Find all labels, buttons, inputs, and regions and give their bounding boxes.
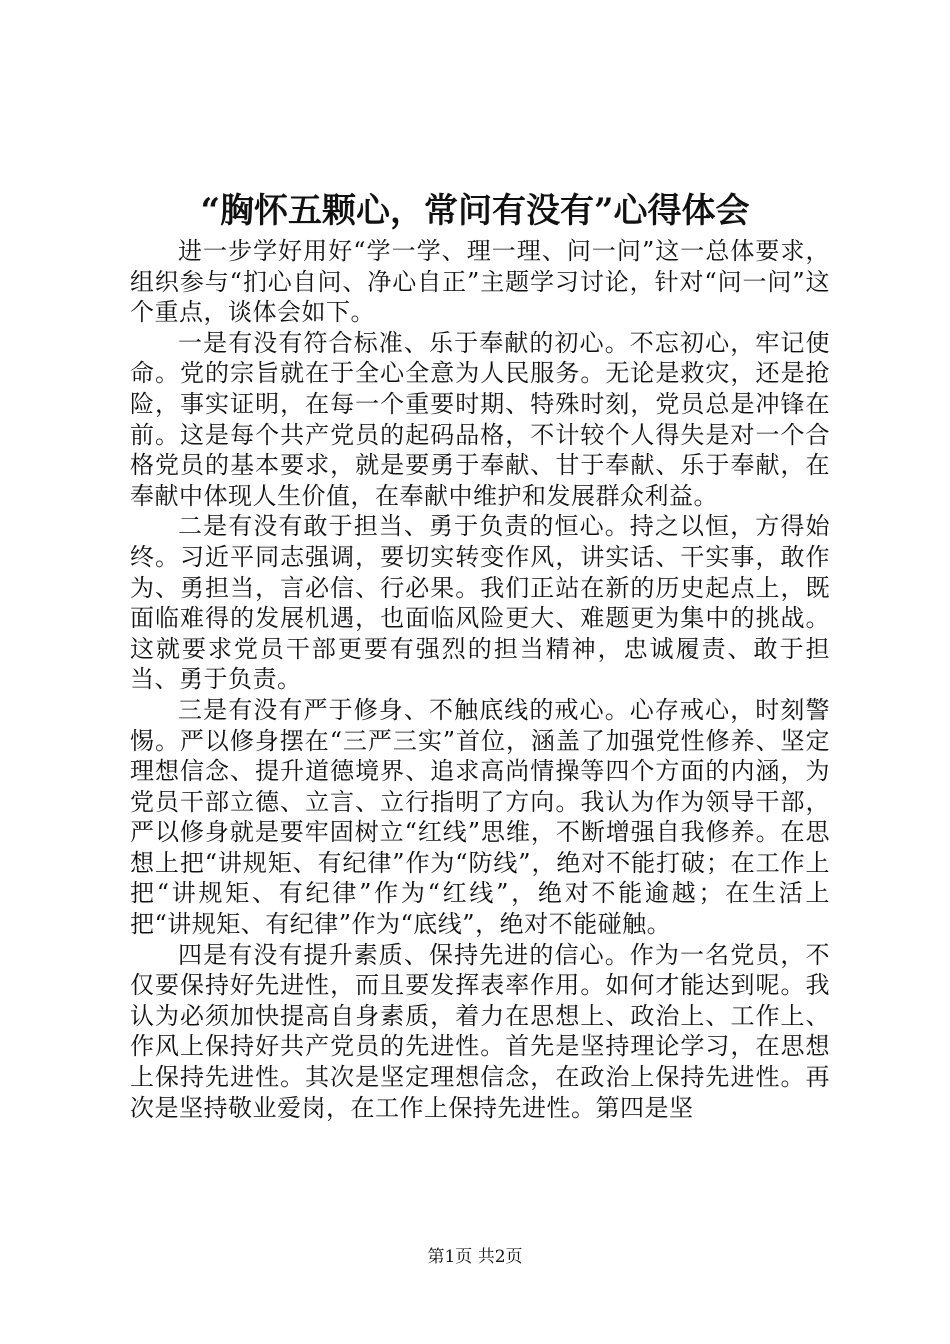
page-footer: 第1页 共2页 [427,1247,523,1267]
paragraph-first-heart: 一是有没有符合标准、乐于奉献的初心。不忘初心，牢记使命。党的宗旨就在于全心全意为人民服务。无论是救灾，还是抢险，事实证明，在每一个重要时期、特殊时刻，党员总是冲锋在前。这是每个共产党员的起码品格，不计较个人得失是对一个合格党员的基本要求，就是要勇于奉献、甘于奉献、乐于奉献，在奉献中体现人生价值，在奉献中维护和发展群众利益。 [130,328,830,510]
paragraph-fourth-heart: 四是有没有提升素质、保持先进的信心。作为一名党员，不仅要保持好先进性，而且要发挥表率作用。如何才能达到呢。我认为必须加快提高自身素质，着力在思想上、政治上、工作上、作风上保持好共产党员的先进性。首先是坚持理论学习，在思想上保持先进性。其次是坚定理想信念，在政治上保持先进性。再次是坚持敬业爱岗，在工作上保持先进性。第四是坚 [130,940,830,1122]
paragraph-intro: 进一步学好用好“学一学、理一理、问一问”这一总体要求，组织参与“扪心自问、净心自正”主题学习讨论，针对“问一问”这个重点，谈体会如下。 [130,237,830,327]
paragraph-third-heart: 三是有没有严于修身、不触底线的戒心。心存戒心，时刻警惕。严以修身摆在“三严三实”首位，涵盖了加强党性修养、坚定理想信念、提升道德境界、追求高尚情操等四个方面的内涵，为党员干部立德、立言、立行指明了方向。我认为作为领导干部，严以修身就是要牢固树立“红线”思维，不断增强自我修养。在思想上把“讲规矩、有纪律”作为“防线”，绝对不能打破；在工作上把“讲规矩、有纪律”作为“红线”，绝对不能逾越；在生活上把“讲规矩、有纪律”作为“底线”，绝对不能碰触。 [130,695,830,939]
document-body [130,236,830,1123]
paragraph-second-heart: 二是有没有敢于担当、勇于负责的恒心。持之以恒，方得始终。习近平同志强调，要切实转变作风，讲实话、干实事，敢作为、勇担当，言必信、行必果。我们正站在新的历史起点上，既面临难得的发展机遇，也面临风险更大、难题更为集中的挑战。这就要求党员干部更要有强烈的担当精神，忠诚履责、敢于担当、勇于负责。 [130,512,830,694]
document-title: “胸怀五颗心，常问有没有”心得体会 [200,191,750,231]
